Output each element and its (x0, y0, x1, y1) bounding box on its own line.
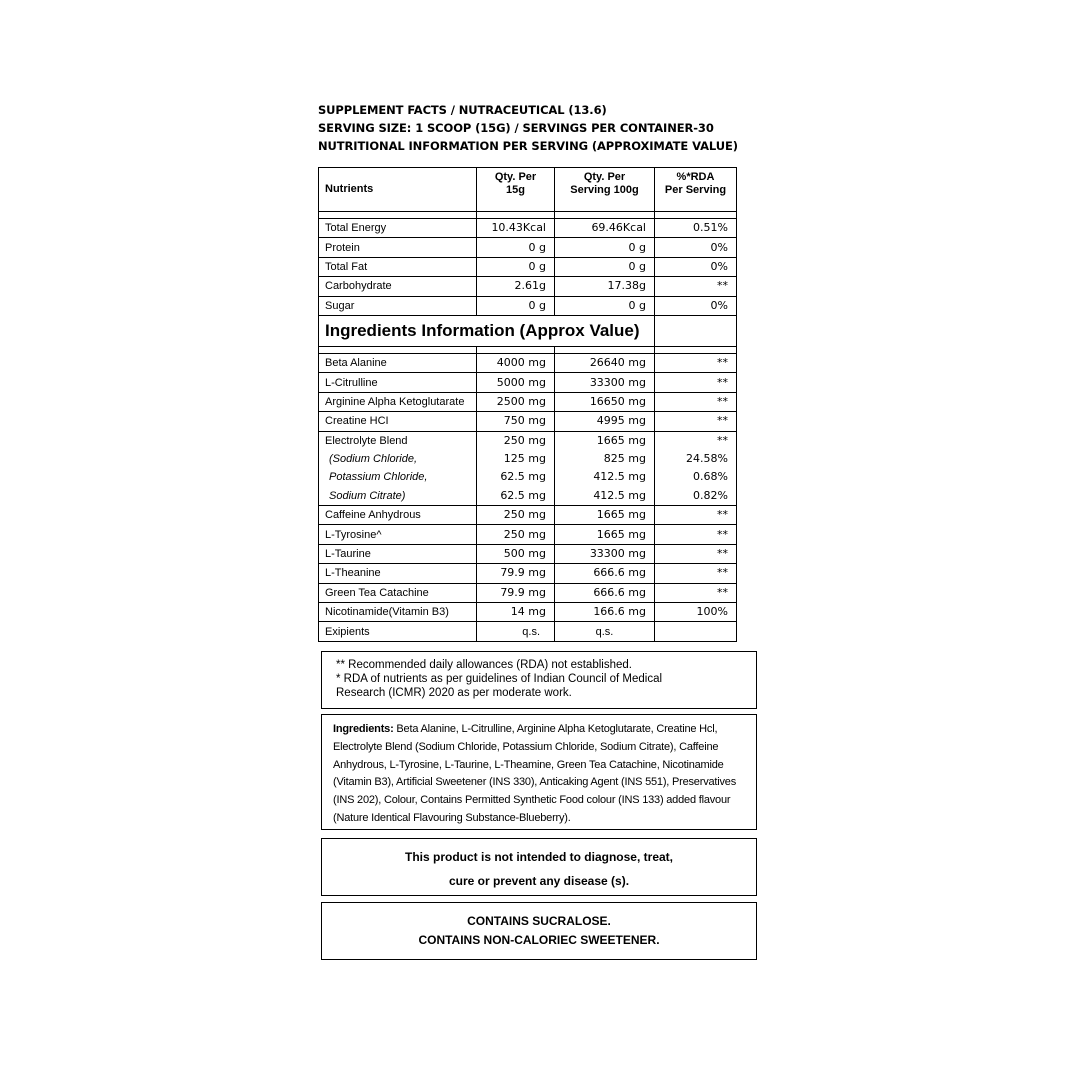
table-row (319, 296, 737, 315)
row-qty-15g: 500 mg (477, 544, 555, 563)
row-qty-100g: 26640 mg (555, 353, 655, 372)
row-qty-100g: 16650 mg (555, 392, 655, 411)
row-qty-100g: 17.38g (555, 277, 655, 296)
table-row (319, 603, 737, 622)
ingredients-statement-box (321, 714, 757, 830)
row-rda: 100% (655, 603, 737, 622)
row-qty-100g: 69.46Kcal (555, 219, 655, 238)
table-row (319, 525, 737, 544)
nutrient-rows (319, 219, 737, 316)
serving-size: SERVING SIZE: 1 SCOOP (15G) / SERVINGS PER CONTAINER-30 (318, 121, 714, 135)
ingredient-rows (319, 353, 737, 641)
row-qty-15g: 14 mg (477, 603, 555, 622)
table-row (319, 622, 737, 641)
row-rda: ** (655, 412, 737, 431)
row-rda: ** (655, 373, 737, 392)
table-row (319, 583, 737, 602)
row-name: L-Taurine (319, 544, 477, 563)
supplement-header (318, 101, 758, 155)
ingredients-label: Ingredients: (333, 723, 394, 735)
row-name: Total Energy (319, 219, 477, 238)
row-qty-15g: 125 mg (477, 450, 555, 468)
table-row (319, 431, 737, 450)
row-name: L-Theanine (319, 564, 477, 583)
row-qty-100g: 4995 mg (555, 412, 655, 431)
table-row (319, 392, 737, 411)
row-qty-15g: 250 mg (477, 506, 555, 525)
row-rda: ** (655, 277, 737, 296)
header-rda: %*RDA Per Serving (655, 168, 737, 212)
row-name: Caffeine Anhydrous (319, 506, 477, 525)
table-row (319, 219, 737, 238)
ingredients-section-title: Ingredients Information (Approx Value) (319, 315, 655, 346)
row-rda: ** (655, 525, 737, 544)
rda-note-3: Research (ICMR) 2020 as per moderate work. (336, 687, 572, 699)
row-qty-15g: 0 g (477, 238, 555, 257)
supplement-facts-table (318, 167, 737, 642)
row-name: Creatine HCI (319, 412, 477, 431)
disclaimer-box (321, 838, 757, 896)
row-rda: 0.51% (655, 219, 737, 238)
ingredients-section-row (319, 315, 737, 346)
row-rda: ** (655, 392, 737, 411)
table-row (319, 257, 737, 276)
row-qty-15g: 10.43Kcal (477, 219, 555, 238)
row-rda: 0% (655, 296, 737, 315)
disclaimer-line-2: cure or prevent any disease (s). (448, 874, 630, 888)
row-qty-15g: 79.9 mg (477, 564, 555, 583)
row-name: Total Fat (319, 257, 477, 276)
row-rda: 0% (655, 257, 737, 276)
row-name: Carbohydrate (319, 277, 477, 296)
header-qty-100g: Qty. Per Serving 100g (555, 168, 655, 212)
rda-note-2: * RDA of nutrients as per guidelines of Indian Council of Medical (336, 673, 663, 685)
row-qty-100g: 666.6 mg (555, 583, 655, 602)
row-qty-100g: 1665 mg (555, 431, 655, 450)
table-row (319, 412, 737, 431)
row-qty-100g: 666.6 mg (555, 564, 655, 583)
row-name: Sugar (319, 296, 477, 315)
row-qty-100g: 0 g (555, 296, 655, 315)
row-rda: 0% (655, 238, 737, 257)
row-qty-15g: 2500 mg (477, 392, 555, 411)
table-row (319, 277, 737, 296)
table-header-row (319, 168, 737, 212)
table-row (319, 450, 737, 468)
row-rda (655, 622, 737, 641)
spacer-row (319, 212, 737, 219)
row-rda: ** (655, 353, 737, 372)
row-name: L-Tyrosine^ (319, 525, 477, 544)
row-name: Nicotinamide(Vitamin B3) (319, 603, 477, 622)
row-name: Beta Alanine (319, 353, 477, 372)
row-qty-15g: 79.9 mg (477, 583, 555, 602)
row-name: Electrolyte Blend (319, 431, 477, 450)
table-row (319, 373, 737, 392)
ingredients-text: Beta Alanine, L-Citrulline, Arginine Alpha Ketoglutarate, Creatine Hcl, Electrolyte Blend (Sodium Chloride, Potassium Chloride, Sodium Citrate), Caffeine Anhydrous, L-Tyrosine, L-Taurine, L-Theamine, Green Tea Catachine, Nicotinamide (Vitamin B3), Artificial Sweetener (INS 330), Anticaking Agent (INS 551), Preservatives (INS 202), Colour, Contains Permitted Synthetic Food colour (INS 133) added flavour (Nature Identical Flavouring Substance-Blueberry). (333, 723, 737, 824)
sucralose-line-1: CONTAINS SUCRALOSE. (467, 914, 611, 928)
header-title: SUPPLEMENT FACTS / NUTRACEUTICAL (13.6) (318, 103, 607, 117)
row-qty-100g: 412.5 mg (555, 468, 655, 486)
row-name: (Sodium Chloride, (319, 450, 477, 468)
row-qty-100g: 0 g (555, 257, 655, 276)
row-rda: ** (655, 544, 737, 563)
row-rda: 0.82% (655, 487, 737, 506)
row-name: Protein (319, 238, 477, 257)
row-name: Arginine Alpha Ketoglutarate (319, 392, 477, 411)
row-qty-15g: 62.5 mg (477, 468, 555, 486)
row-qty-15g: 250 mg (477, 431, 555, 450)
row-rda: ** (655, 431, 737, 450)
table-row (319, 238, 737, 257)
header-nutrients: Nutrients (319, 168, 477, 212)
row-rda: ** (655, 583, 737, 602)
table-row (319, 544, 737, 563)
row-qty-100g: 33300 mg (555, 373, 655, 392)
row-qty-100g: 412.5 mg (555, 487, 655, 506)
row-qty-100g: 1665 mg (555, 506, 655, 525)
row-qty-100g: 166.6 mg (555, 603, 655, 622)
row-rda: ** (655, 564, 737, 583)
row-qty-100g: q.s. (555, 622, 655, 641)
row-qty-15g: 750 mg (477, 412, 555, 431)
table-row (319, 353, 737, 372)
sucralose-line-2: CONTAINS NON-CALORIEC SWEETENER. (418, 933, 660, 947)
row-rda: ** (655, 506, 737, 525)
row-rda: 24.58% (655, 450, 737, 468)
table-row (319, 487, 737, 506)
row-qty-100g: 0 g (555, 238, 655, 257)
row-name: Exipients (319, 622, 477, 641)
row-qty-100g: 825 mg (555, 450, 655, 468)
row-qty-100g: 1665 mg (555, 525, 655, 544)
row-qty-15g: q.s. (477, 622, 555, 641)
sucralose-warning-box (321, 902, 757, 960)
spacer-row (319, 346, 737, 353)
rda-notes-box (321, 651, 757, 709)
row-qty-15g: 0 g (477, 296, 555, 315)
row-qty-15g: 250 mg (477, 525, 555, 544)
row-qty-15g: 5000 mg (477, 373, 555, 392)
table-row (319, 468, 737, 486)
table-row (319, 506, 737, 525)
row-qty-15g: 4000 mg (477, 353, 555, 372)
row-rda: 0.68% (655, 468, 737, 486)
disclaimer-line-1: This product is not intended to diagnose, treat, (404, 850, 673, 864)
row-qty-15g: 62.5 mg (477, 487, 555, 506)
row-name: L-Citrulline (319, 373, 477, 392)
table-row (319, 564, 737, 583)
row-qty-15g: 0 g (477, 257, 555, 276)
nutrition-info-title: NUTRITIONAL INFORMATION PER SERVING (APPROXIMATE VALUE) (318, 139, 738, 153)
rda-note-1: ** Recommended daily allowances (RDA) not established. (336, 659, 632, 671)
row-name: Green Tea Catachine (319, 583, 477, 602)
row-qty-15g: 2.61g (477, 277, 555, 296)
row-qty-100g: 33300 mg (555, 544, 655, 563)
row-name: Potassium Chloride, (319, 468, 477, 486)
header-qty-15g: Qty. Per 15g (477, 168, 555, 212)
row-name: Sodium Citrate) (319, 487, 477, 506)
